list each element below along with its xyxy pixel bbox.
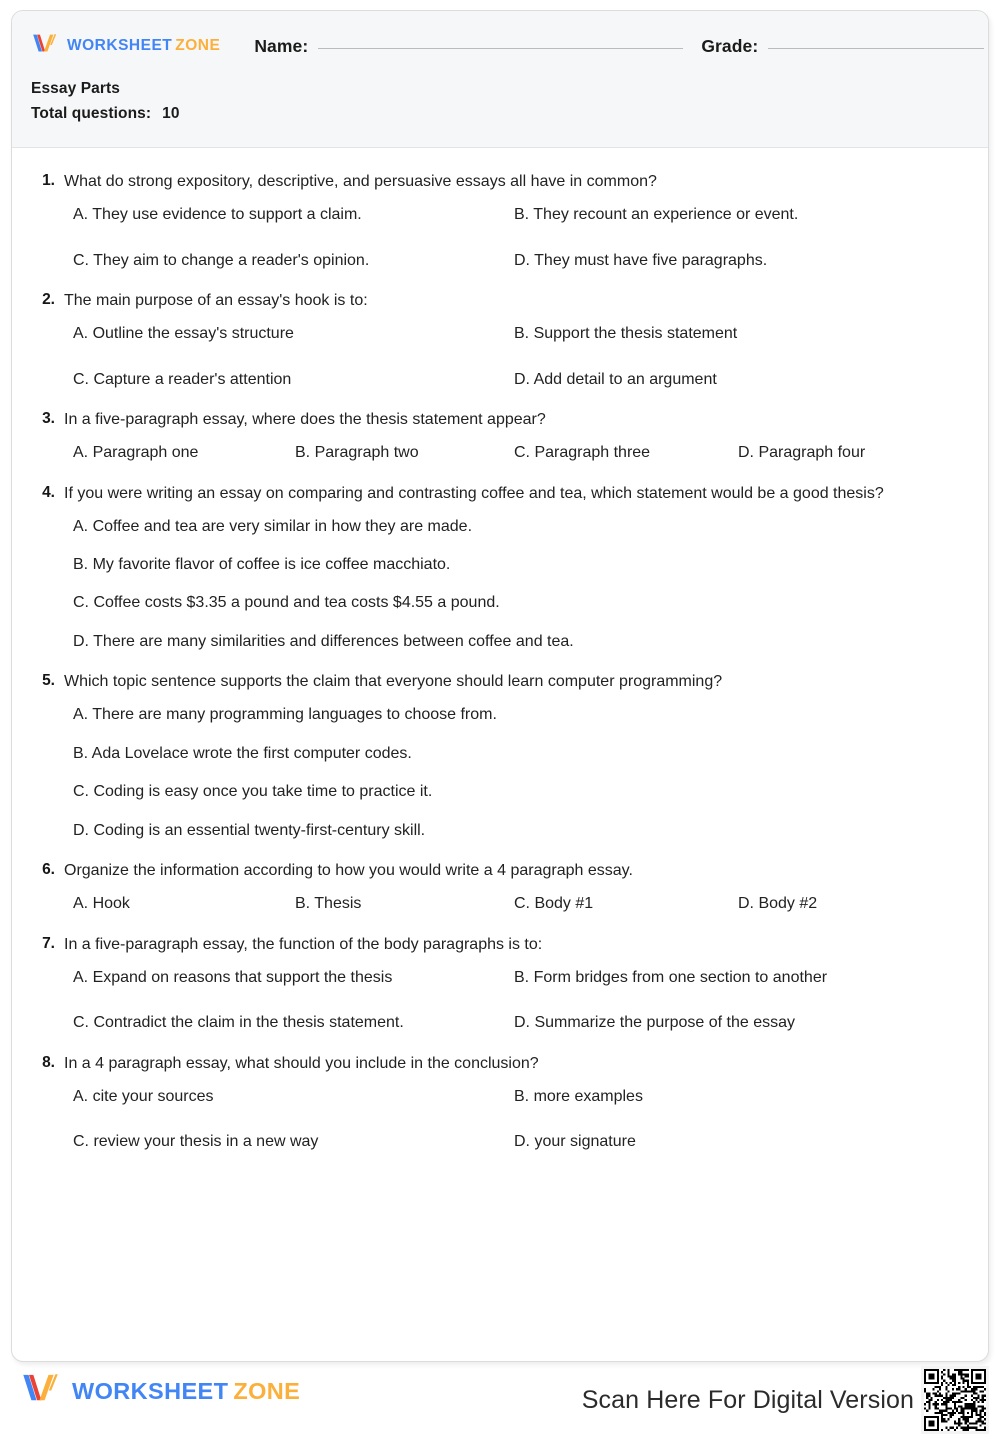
answer-option[interactable]: D. Coding is an essential twenty-first-century skill. — [73, 821, 426, 839]
question-number: 1. — [42, 172, 55, 189]
answer-option[interactable]: A. Expand on reasons that support the thesis — [73, 968, 393, 986]
answer-option[interactable]: B. Ada Lovelace wrote the first computer codes. — [73, 744, 412, 762]
worksheet-card — [11, 10, 989, 1362]
header-fields-row — [31, 32, 974, 60]
total-questions-label: Total questions: — [31, 105, 152, 123]
answer-option[interactable]: B. Thesis — [295, 895, 362, 913]
question-header — [36, 859, 964, 882]
scan-cta[interactable] — [582, 1366, 989, 1434]
question-text: The main purpose of an essay's hook is to: — [64, 291, 368, 309]
answer-option[interactable]: D. Body #2 — [738, 895, 818, 913]
answer-option[interactable]: C. Contradict the claim in the thesis statement. — [73, 1014, 404, 1032]
answer-option[interactable]: A. cite your sources — [73, 1087, 214, 1105]
answer-option[interactable]: C. review your thesis in a new way — [73, 1133, 319, 1151]
question-number: 2. — [42, 290, 55, 308]
answer-option[interactable]: B. My favorite flavor of coffee is ice coffee macchiato. — [73, 556, 451, 574]
question-text: In a 4 paragraph essay, what should you include in the conclusion? — [64, 1054, 539, 1072]
qr-code-icon[interactable] — [921, 1366, 989, 1434]
question-item — [36, 933, 964, 1035]
grade-field[interactable] — [701, 36, 984, 57]
option-group — [36, 204, 964, 272]
option-group — [36, 1086, 964, 1154]
question-header — [36, 408, 964, 431]
answer-option[interactable]: B. Paragraph two — [295, 444, 419, 462]
question-number: 5. — [42, 672, 55, 690]
brand-word-zone: ZONE — [175, 37, 221, 55]
page-title: Essay Parts — [31, 80, 120, 97]
question-header — [36, 482, 964, 505]
question-text: What do strong expository, descriptive, and persuasive essays all have in common? — [64, 173, 657, 190]
total-questions-value: 10 — [162, 105, 180, 123]
question-item — [36, 859, 964, 916]
worksheet-footer — [11, 1366, 989, 1412]
name-write-line[interactable] — [318, 48, 683, 49]
question-number: 8. — [42, 1053, 55, 1071]
answer-option[interactable]: C. Capture a reader's attention — [73, 370, 292, 388]
brand-word-worksheet: WORKSHEET — [67, 37, 173, 55]
question-item — [36, 170, 964, 272]
brand-word-worksheet: WORKSHEET — [72, 1377, 229, 1404]
answer-option[interactable]: C. Body #1 — [514, 895, 594, 913]
answer-option[interactable]: D. There are many similarities and differences between coffee and tea. — [73, 632, 574, 650]
answer-option[interactable]: B. more examples — [514, 1087, 643, 1105]
footer-logo[interactable] — [20, 1372, 300, 1411]
answer-option[interactable]: C. They aim to change a reader's opinion. — [73, 251, 370, 269]
question-text: In a five-paragraph essay, where does the thesis statement appear? — [64, 410, 546, 428]
answer-option[interactable]: C. Paragraph three — [514, 444, 651, 462]
question-text: Which topic sentence supports the claim that everyone should learn computer programming? — [64, 673, 723, 691]
brand-word-zone: ZONE — [233, 1377, 301, 1404]
question-text: In a five-paragraph essay, the function of the body paragraphs is to: — [64, 935, 543, 953]
answer-option[interactable]: D. They must have five paragraphs. — [514, 251, 768, 269]
answer-option[interactable]: A. Paragraph one — [73, 444, 199, 462]
option-group — [36, 442, 964, 464]
answer-option[interactable]: A. Outline the essay's structure — [73, 325, 294, 343]
answer-option[interactable]: A. Coffee and tea are very similar in how they are made. — [73, 517, 473, 535]
option-group — [36, 323, 964, 391]
question-number: 4. — [42, 483, 55, 501]
option-group — [36, 893, 964, 915]
question-header — [36, 933, 964, 956]
worksheet-header — [12, 11, 988, 148]
question-header — [36, 1052, 964, 1075]
question-item — [36, 482, 964, 654]
footer-brand-wordmark — [72, 1377, 301, 1404]
question-header — [36, 670, 964, 693]
answer-option[interactable]: B. They recount an experience or event. — [514, 206, 799, 224]
question-text: Organize the information according to how you would write a 4 paragraph essay. — [64, 862, 633, 880]
scan-label: Scan Here For Digital Version — [581, 1385, 914, 1414]
question-number: 3. — [42, 409, 55, 427]
option-group — [36, 704, 964, 842]
option-group — [36, 516, 964, 654]
answer-option[interactable]: A. Hook — [73, 895, 130, 913]
header-brand-wordmark — [67, 38, 220, 54]
grade-write-line[interactable] — [768, 48, 984, 49]
question-number: 6. — [42, 861, 55, 879]
name-field[interactable] — [254, 36, 683, 57]
question-item — [36, 670, 964, 842]
question-number: 7. — [42, 934, 55, 952]
answer-option[interactable]: D. your signature — [514, 1133, 636, 1151]
worksheetzone-w-icon — [20, 1372, 62, 1411]
worksheetzone-w-icon — [31, 33, 59, 60]
answer-option[interactable]: A. They use evidence to support a claim. — [73, 206, 362, 224]
question-item — [36, 1052, 964, 1154]
question-item — [36, 289, 964, 391]
answer-option[interactable]: D. Summarize the purpose of the essay — [514, 1014, 796, 1032]
question-text: If you were writing an essay on comparing and contrasting coffee and tea, which statement would be a good thesis? — [64, 484, 884, 502]
question-item — [36, 408, 964, 465]
question-header — [36, 289, 964, 312]
total-questions — [31, 104, 180, 123]
name-label: Name: — [254, 35, 309, 56]
answer-option[interactable]: A. There are many programming languages to choose from. — [73, 706, 497, 724]
option-group — [36, 967, 964, 1035]
answer-option[interactable]: B. Support the thesis statement — [514, 325, 738, 343]
grade-label: Grade: — [701, 35, 759, 56]
answer-option[interactable]: C. Coffee costs $3.35 a pound and tea costs $4.55 a pound. — [73, 594, 500, 612]
answer-option[interactable]: D. Add detail to an argument — [514, 370, 717, 388]
header-logo[interactable] — [31, 33, 220, 60]
question-list — [12, 148, 988, 1154]
answer-option[interactable]: D. Paragraph four — [738, 444, 866, 462]
answer-option[interactable]: B. Form bridges from one section to another — [514, 968, 828, 986]
question-header — [36, 170, 964, 193]
answer-option[interactable]: C. Coding is easy once you take time to practice it. — [73, 783, 433, 801]
worksheet-title-block — [31, 79, 180, 124]
